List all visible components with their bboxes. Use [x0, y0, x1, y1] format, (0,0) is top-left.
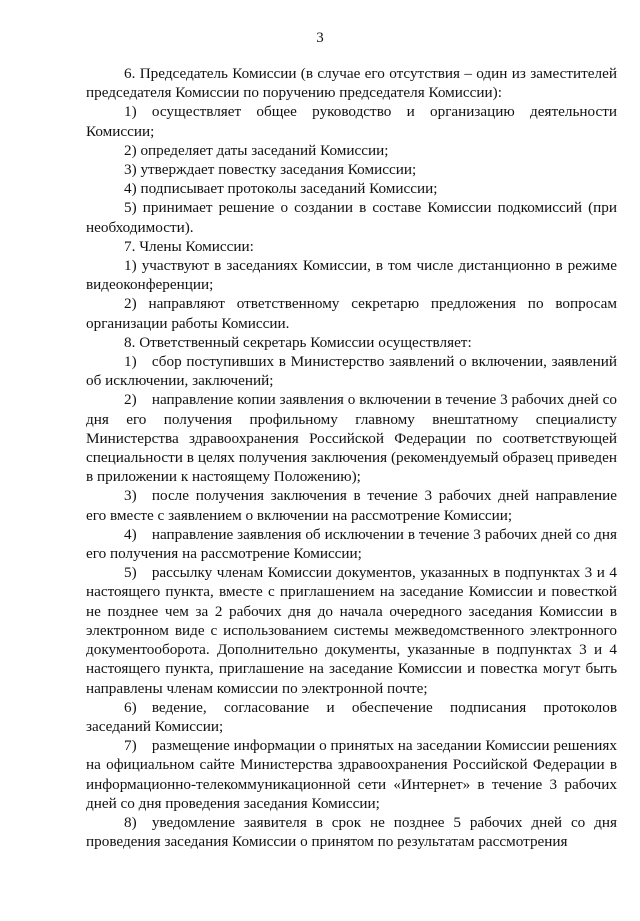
paragraph-8-item-3: 3) после получения заключения в течение 3 рабочих дней направление его вместе с заявлением о включении на рассмотрение Комиссии; — [86, 487, 617, 524]
paragraph-8-item-8: 8) уведомление заявителя в срок не позднее 5 рабочих дней со дня проведения заседания Комиссии о принятом по результатам рассмотрения — [86, 813, 617, 851]
document-body — [86, 64, 617, 851]
paragraph-8-item-7: 7) размещение информации о принятых на заседании Комиссии решениях на официальном сайте Министерства здравоохранения Российской Федерации в информационно-телекоммуникационной сети «Интернет» в течение 3 рабочих дней со дня проведения заседания Комиссии; — [86, 737, 617, 812]
paragraph-6-item-2: 2) определяет даты заседаний Комиссии; — [124, 141, 389, 159]
paragraph-8-item-1: 1) сбор поступивших в Министерство заявлений о включении, заявлений об исключении, заключений; — [86, 353, 617, 390]
paragraph-7-item-1: 1) участвуют в заседаниях Комиссии, в том числе дистанционно в режиме видеоконференции; — [86, 257, 617, 294]
paragraph-6-item-4: 4) подписывает протоколы заседаний Комиссии; — [124, 180, 438, 198]
paragraph-8-item-2: 2) направление копии заявления о включении в течение 3 рабочих дней со дня его получения профильному главному внештатному специалисту Министерства здравоохранения Российской Федерации по соответствующей специальности в целях получения заключения (рекомендуемый образец приведен в приложении к настоящему Положению); — [86, 391, 617, 486]
paragraph-6-item-1: 1) осуществляет общее руководство и организацию деятельности Комиссии; — [86, 103, 617, 140]
paragraph-6-item-5: 5) принимает решение о создании в составе Комиссии подкомиссий (при необходимости). — [86, 199, 617, 236]
paragraph-8-item-6: 6) ведение, согласование и обеспечение подписания протоколов заседаний Комиссии; — [86, 698, 617, 735]
paragraph-8-item-4: 4) направление заявления об исключении в течение 3 рабочих дней со дня его получения на рассмотрение Комиссии; — [86, 525, 617, 563]
paragraph-7-members: 7. Члены Комиссии: — [124, 237, 254, 255]
paragraph-8-secretary: 8. Ответственный секретарь Комиссии осуществляет: — [124, 333, 472, 351]
page-number: 3 — [316, 30, 324, 46]
paragraph-8-item-5: 5) рассылку членам Комиссии документов, указанных в подпунктах 3 и 4 настоящего пункта, вместе с приглашением на заседание Комиссии и повесткой не позднее чем за 2 рабочих дня до начала очередного заседания Комиссии в электронном виде с использованием системы межведомственного электронного документооборота. Дополнительно документы, указанные в подпунктах 3 и 4 настоящего пункта, приглашение на заседание Комиссии и повестка могут быть направлены членам комиссии по электронной почте; — [86, 564, 617, 697]
paragraph-6-item-3: 3) утверждает повестку заседания Комиссии; — [124, 161, 417, 179]
paragraph-6-chairman: 6. Председатель Комиссии (в случае его отсутствия – один из заместителей председателя Комиссии по поручению председателя Комиссии): — [86, 65, 617, 102]
paragraph-7-item-2: 2) направляют ответственному секретарю предложения по вопросам организации работы Комиссии. — [86, 295, 617, 332]
